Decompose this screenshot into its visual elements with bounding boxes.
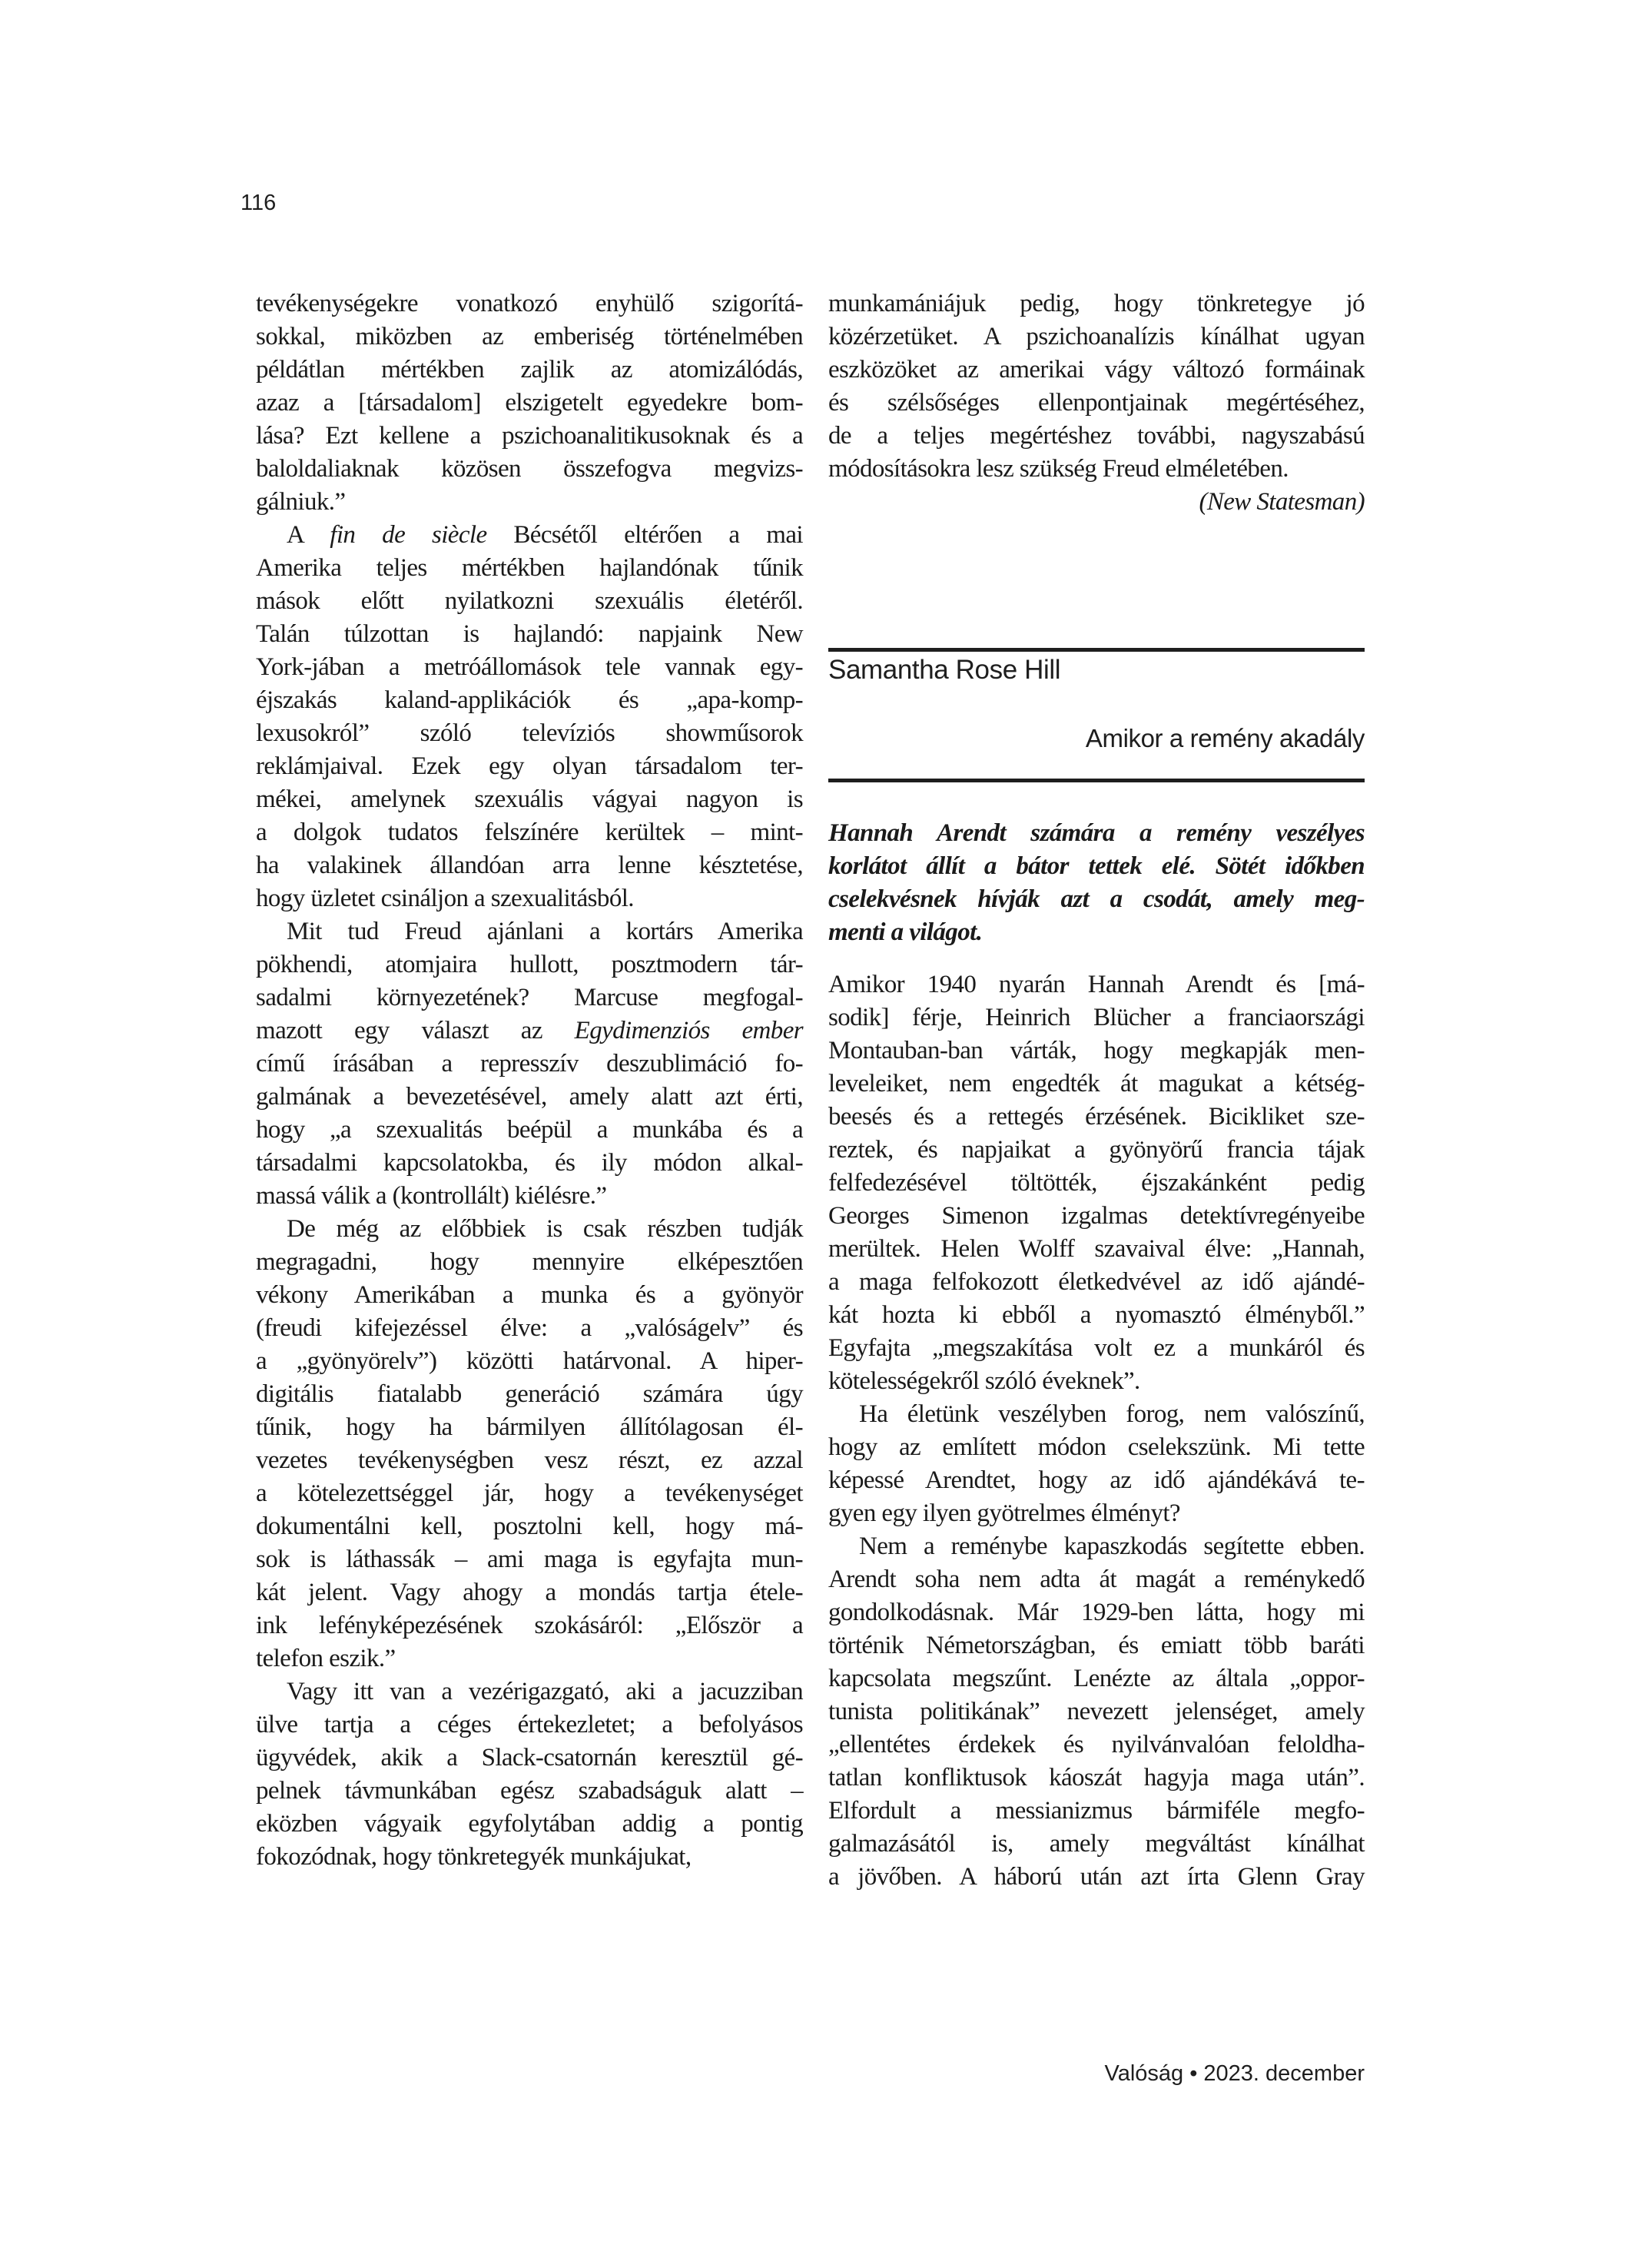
- article-body-line: gondolkodásnak. Már 1929-ben látta, hogy mi: [828, 1599, 1365, 1626]
- body-text-line: digitális fiatalabb generáció számára úgy: [256, 1380, 803, 1408]
- article-body-line: képessé Arendtet, hogy az idő ajándékává te-: [828, 1466, 1365, 1494]
- body-text-line: és szélsőséges ellenpontjainak megértéséhez,: [828, 389, 1365, 417]
- article-body-line: a maga felfokozott életkedvével az idő ajándé-: [828, 1268, 1365, 1296]
- article-body-line: tatlan konfliktusok káoszát hagyja maga után”.: [828, 1764, 1365, 1791]
- body-text-line: éjszakás kaland-applikációk és „apa-komp-: [256, 686, 803, 714]
- body-text-line: vékony Amerikában a munka és a gyönyör: [256, 1281, 803, 1309]
- body-text-line: de a teljes megértéshez további, nagyszabású: [828, 422, 1365, 450]
- article-body-line: tunista politikának” nevezett jelenséget, amely: [828, 1698, 1365, 1725]
- body-text-line: mások előtt nyilatkozni szexuális életéről.: [256, 587, 803, 615]
- body-text-line: közérzetüket. A pszichoanalízis kínálhat ugyan: [828, 323, 1365, 350]
- body-text-line: eszközöket az amerikai vágy változó formáinak: [828, 356, 1365, 384]
- article-body-line: Amikor 1940 nyarán Hannah Arendt és [má-: [828, 971, 1365, 998]
- body-text-line: módosításokra lesz szükség Freud elméletében.: [828, 455, 1289, 483]
- body-text-line: (freudi kifejezéssel élve: a „valóságelv” és: [256, 1314, 803, 1342]
- article-body-line: Montauban-ban várták, hogy megkapják men-: [828, 1037, 1365, 1064]
- article-body-line: galmazásától is, amely megváltást kínálhat: [828, 1830, 1365, 1858]
- body-text-line: a „gyönyörelv”) közötti határvonal. A hiper-: [256, 1347, 803, 1375]
- body-text-line: mékei, amelynek szexuális vágyai nagyon is: [256, 785, 803, 813]
- body-text-line: ink lefényképezésének szokásáról: „Először a: [256, 1612, 803, 1639]
- article-body-line: Georges Simenon izgalmas detektívregényeibe: [828, 1202, 1365, 1230]
- article-body-line: Egyfajta „megszakítása volt ez a munkáról és: [828, 1334, 1365, 1362]
- body-text-line: reklámjaival. Ezek egy olyan társadalom ter-: [256, 752, 803, 780]
- body-text-line: a dolgok tudatos felszínére kerültek – mint-: [256, 819, 803, 846]
- body-text-line: sokkal, miközben az emberiség történelmében: [256, 323, 803, 350]
- body-text-line: eközben vágyaik egyfolytában addig a pontig: [256, 1810, 803, 1838]
- body-text-line: fokozódnak, hogy tönkretegyék munkájukat,: [256, 1843, 692, 1871]
- body-text-line: vezetes tevékenységben vesz részt, ez azzal: [256, 1446, 803, 1474]
- body-text-line: sok is láthassák – ami maga is egyfajta mun-: [256, 1546, 803, 1573]
- article-lead-line: korlátot állít a bátor tettek elé. Sötét időkben: [828, 852, 1365, 880]
- article-body-line: Arendt soha nem adta át magát a reménykedő: [828, 1566, 1365, 1593]
- body-text-line: York-jában a metróállomások tele vannak egy-: [256, 653, 803, 681]
- body-text-line: Talán túlzottan is hajlandó: napjaink New: [256, 620, 803, 648]
- body-text-line: című írásában a represszív deszublimáció fo-: [256, 1050, 803, 1078]
- article-body-line: Ha életünk veszélyben forog, nem valószínű,: [859, 1400, 1365, 1428]
- body-text-line: massá válik a (kontrollált) kiélésre.”: [256, 1182, 607, 1210]
- body-text-line: tevékenységekre vonatkozó enyhülő szigorítá-: [256, 290, 803, 317]
- article-lead-line: menti a világot.: [828, 918, 983, 946]
- body-text-line: ügyvédek, akik a Slack-csatornán keresztül gé-: [256, 1744, 803, 1772]
- body-text-line: kát jelent. Vagy ahogy a mondás tartja étele-: [256, 1579, 803, 1606]
- body-text-line: a kötelezettséggel jár, hogy a tevékenységet: [256, 1479, 803, 1507]
- body-text-line: lása? Ezt kellene a pszichoanalitikusoknak és a: [256, 422, 803, 450]
- article-body-line: Elfordult a messianizmus bármiféle megfo-: [828, 1797, 1365, 1825]
- body-text-line: galmának a bevezetésével, amely alatt azt érti,: [256, 1083, 803, 1111]
- article-body-line: kötelességekről szóló éveknek”.: [828, 1367, 1140, 1395]
- article-body-line: merültek. Helen Wolff szavaival élve: „Hannah,: [828, 1235, 1365, 1263]
- article-body-line: „ellentétes érdekek és nyilvánvalóan feloldha-: [828, 1731, 1365, 1758]
- article-body-line: kát hozta ki ebből a nyomasztó élményből.”: [828, 1301, 1365, 1329]
- article-author: Samantha Rose Hill: [828, 655, 1061, 685]
- body-text-line: gálniuk.”: [256, 488, 346, 516]
- body-text-line: ha valakinek állandóan arra lenne késztetése,: [256, 852, 803, 879]
- article-body-line: történik Németországban, és emiatt több baráti: [828, 1632, 1365, 1659]
- body-text-line: ülve tartja a céges értekezletet; a befolyásos: [256, 1711, 803, 1738]
- body-text-line: De még az előbbiek is csak részben tudják: [287, 1215, 803, 1243]
- body-text-line: pökhendi, atomjaira hullott, posztmodern tár-: [256, 951, 803, 978]
- body-text-line: azaz a [társadalom] elszigetelt egyedekre bom-: [256, 389, 803, 417]
- body-text-line: munkamániájuk pedig, hogy tönkretegye jó: [828, 290, 1365, 317]
- article-header-bottom-rule: [828, 779, 1365, 782]
- body-text-line: Amerika teljes mértékben hajlandónak tűnik: [256, 554, 803, 582]
- source-attribution: (New Statesman): [1199, 488, 1365, 516]
- body-text-line: hogy „a szexualitás beépül a munkába és a: [256, 1116, 803, 1144]
- body-text-line: példátlan mértékben zajlik az atomizálódás,: [256, 356, 803, 384]
- article-body-line: reztek, és napjaikat a gyönyörű francia tájak: [828, 1136, 1365, 1164]
- article-body-line: sodik] férje, Heinrich Blücher a franciaországi: [828, 1004, 1365, 1031]
- article-lead-line: Hannah Arendt számára a remény veszélyes: [828, 819, 1365, 847]
- footer-journal-issue: Valóság • 2023. december: [1104, 2061, 1365, 2086]
- body-text-line: sadalmi környezetének? Marcuse megfogal-: [256, 984, 803, 1011]
- body-text-line: hogy üzletet csináljon a szexualitásból.: [256, 885, 634, 912]
- article-body-line: leveleiket, nem engedték át magukat a kétség-: [828, 1070, 1365, 1097]
- article-body-line: felfedezésével töltötték, éjszakánként pedig: [828, 1169, 1365, 1197]
- body-text-line: mazott egy választ az Egydimenziós ember: [256, 1017, 803, 1044]
- body-text-line: dokumentálni kell, posztolni kell, hogy má-: [256, 1513, 803, 1540]
- body-text-line: pelnek távmunkában egész szabadságuk alatt –: [256, 1777, 803, 1805]
- body-text-line: Mit tud Freud ajánlani a kortárs Amerika: [287, 918, 803, 945]
- body-text-line: A fin de siècle Bécsétől eltérően a mai: [287, 521, 803, 549]
- body-text-line: társadalmi kapcsolatokba, és ily módon alkal-: [256, 1149, 803, 1177]
- article-lead-line: cselekvésnek hívják azt a csodát, amely meg-: [828, 885, 1365, 913]
- body-text-line: lexusokról” szóló televíziós showműsorok: [256, 719, 803, 747]
- article-header-top-rule: [828, 648, 1365, 652]
- body-text-line: baloldaliaknak közösen összefogva megvizs-: [256, 455, 803, 483]
- article-body-line: a jövőben. A háború után azt írta Glenn Gray: [828, 1863, 1365, 1891]
- article-title: Amikor a remény akadály: [1085, 724, 1365, 752]
- article-body-line: Nem a reménybe kapaszkodás segítette ebben.: [859, 1532, 1365, 1560]
- body-text-line: megragadni, hogy mennyire elképesztően: [256, 1248, 803, 1276]
- article-body-line: hogy az említett módon cselekszünk. Mi tette: [828, 1433, 1365, 1461]
- body-text-line: telefon eszik.”: [256, 1645, 396, 1672]
- article-body-line: kapcsolata megszűnt. Lenézte az általa „oppor-: [828, 1665, 1365, 1692]
- body-text-line: Vagy itt van a vezérigazgató, aki a jacuzziban: [287, 1678, 803, 1705]
- article-body-line: beesés és a rettegés érzésének. Bicikliket sze-: [828, 1103, 1365, 1131]
- body-text-line: tűnik, hogy ha bármilyen állítólagosan él-: [256, 1413, 803, 1441]
- article-body-line: gyen egy ilyen gyötrelmes élményt?: [828, 1499, 1180, 1527]
- page-number: 116: [240, 191, 277, 215]
